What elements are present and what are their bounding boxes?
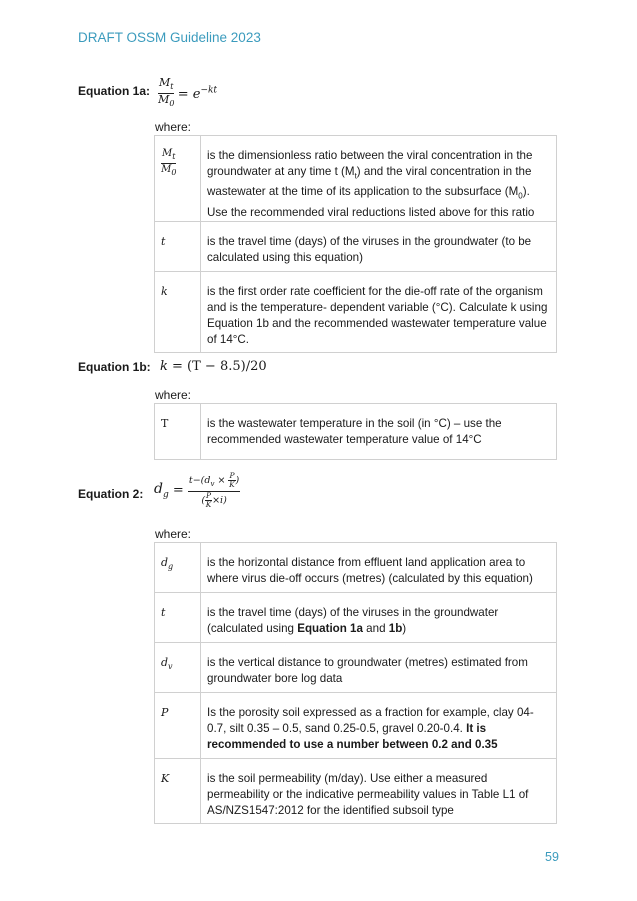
equation-2-definitions-table [154, 542, 557, 824]
table-row [155, 543, 557, 593]
symbol-cell: k [155, 271, 201, 352]
where-label-2: where: [155, 388, 192, 402]
table-row [155, 136, 557, 222]
equation-1a-definitions-table [154, 135, 557, 353]
page-number: 59 [545, 850, 559, 864]
equation-1b-definitions-table [154, 403, 557, 460]
equation-1b-label: Equation 1b: [78, 360, 151, 374]
symbol-cell: P [155, 693, 201, 759]
description-cell: is the vertical distance to groundwater (metres) estimated from groundwater bore log data [201, 643, 557, 693]
symbol-cell: t [155, 593, 201, 643]
table-row [155, 693, 557, 759]
equation-1a: $\frac{M_t}{M_0}$ = $e^{-kt}$ [158, 76, 218, 109]
symbol-cell: K [155, 759, 201, 824]
equation-2: $d_g$ = $t-(d_v$ × $\frac{P}{K}$ ) ( $\frac{P}{K}$ ×i) [154, 471, 240, 509]
symbol-cell: t [155, 221, 201, 271]
description-cell: is the travel time (days) of the viruses in the groundwater (calculated using Equation 1a and 1b) [201, 593, 557, 643]
description-cell: is the travel time (days) of the viruses in the groundwater (to be calculated using this equation) [201, 221, 557, 271]
description-cell: is the first order rate coefficient for the die-off rate of the organism and is the temperature- dependent variable (°C). Calculate k using Equation 1b and the recommended wastewater temperature value of 14°C. [201, 271, 557, 352]
symbol-cell: $d_v$ [155, 643, 201, 693]
equation-1b: k = (T − 8.5)/20 [160, 359, 267, 374]
description-cell: Is the porosity soil expressed as a fraction for example, clay 04-0.7, silt 0.35 – 0.5, sand 0.25-0.5, gravel 0.20-0.4. It is recommended to use a number between 0.2 and 0.35 [201, 693, 557, 759]
description-cell: is the wastewater temperature in the soil (in °C) – use the recommended wastewater temperature value of 14°C [201, 404, 557, 460]
where-label-3: where: [155, 527, 192, 541]
document-header: DRAFT OSSM Guideline 2023 [78, 30, 261, 45]
table-row [155, 643, 557, 693]
table-row [155, 221, 557, 271]
symbol-cell: $\frac{M_t}{M_0}$ [155, 136, 201, 222]
symbol-cell: T [155, 404, 201, 460]
table-row [155, 404, 557, 460]
where-label-1: where: [155, 120, 192, 134]
description-cell: is the dimensionless ratio between the viral concentration in the groundwater at any time t $(M_t)$ and the viral concentration in the wastewater at the time of its application to the subsurface $(M_0)$. Use the recommended viral reductions listed above for this ratio [201, 136, 557, 222]
equation-1a-label: Equation 1a: [78, 84, 151, 98]
table-row [155, 759, 557, 824]
symbol-cell: $d_g$ [155, 543, 201, 593]
description-cell: is the horizontal distance from effluent land application area to where virus die-off occurs (metres) (calculated by this equation) [201, 543, 557, 593]
description-cell: is the soil permeability (m/day). Use either a measured permeability or the indicative permeability values in Table L1 of AS/NZS1547:2012 for the identified subsoil type [201, 759, 557, 824]
table-row [155, 593, 557, 643]
table-row [155, 271, 557, 352]
equation-2-label: Equation 2: [78, 487, 144, 501]
